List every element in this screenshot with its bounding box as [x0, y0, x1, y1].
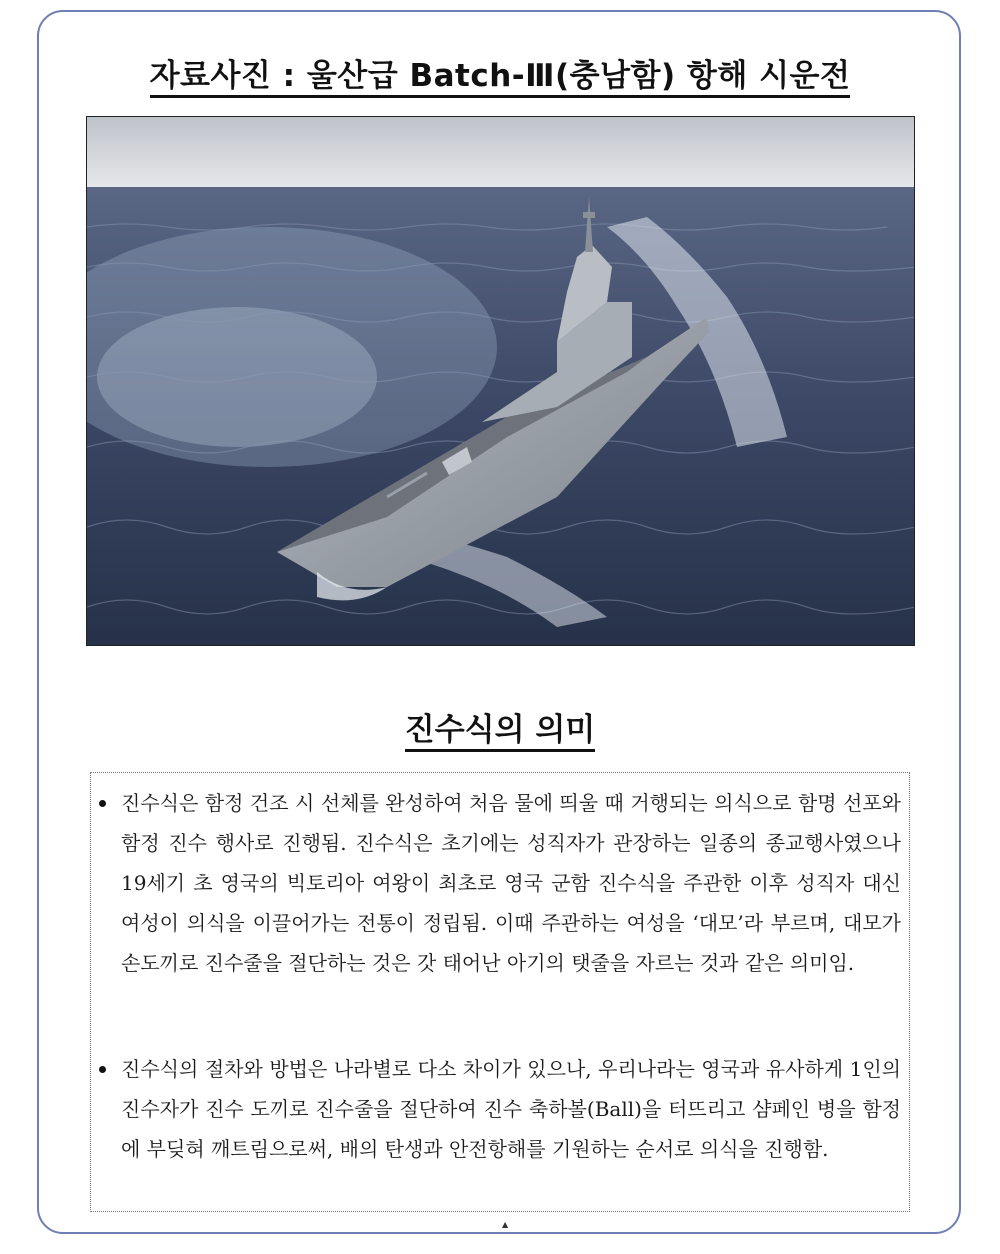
page-title [0, 50, 1000, 95]
footer-marker: ▲ [502, 1220, 509, 1229]
text-box [90, 772, 910, 1212]
page-title-text: 자료사진 : 울산급 Batch-Ⅲ(충남함) 항해 시운전 [150, 58, 851, 98]
bullet-icon [99, 800, 106, 807]
paragraph-text: 진수식의 절차와 방법은 나라별로 다소 차이가 있으나, 우리나라는 영국과 유사하게 1인의 진수자가 진수 도끼로 진수줄을 절단하여 진수 축하볼(Ball)을 터뜨리고 샴페인 병을 함정에 부딪혀 깨트림으로써, 배의 탄생과 안전항해를 기원하는 순서로 의식을 진행함. [121, 1057, 901, 1161]
paragraph-text: 진수식은 함정 건조 시 선체를 완성하여 처음 물에 띄울 때 거행되는 의식으로 함명 선포와 함정 진수 행사로 진행됨. 진수식은 초기에는 성직자가 관장하는 일종의 종교행사였으나 19세기 초 영국의 빅토리아 여왕이 최초로 영국 군함 진수식을 주관한 이후 성직자 대신 여성이 의식을 이끌어가는 전통이 정립됨. 이때 주관하는 여성을 ‘대모’라 부르며, 대모가 손도끼로 진수줄을 절단하는 것은 갓 태어난 아기의 탯줄을 자르는 것과 같은 의미임. [121, 791, 901, 975]
paragraph-item [121, 1049, 901, 1169]
section-heading [0, 704, 1000, 749]
paragraph-item [121, 783, 901, 983]
section-heading-text: 진수식의 의미 [405, 712, 595, 752]
bullet-icon [99, 1066, 106, 1073]
ship-photo-image [87, 117, 915, 646]
ship-photo [86, 116, 915, 646]
sky [87, 117, 915, 189]
